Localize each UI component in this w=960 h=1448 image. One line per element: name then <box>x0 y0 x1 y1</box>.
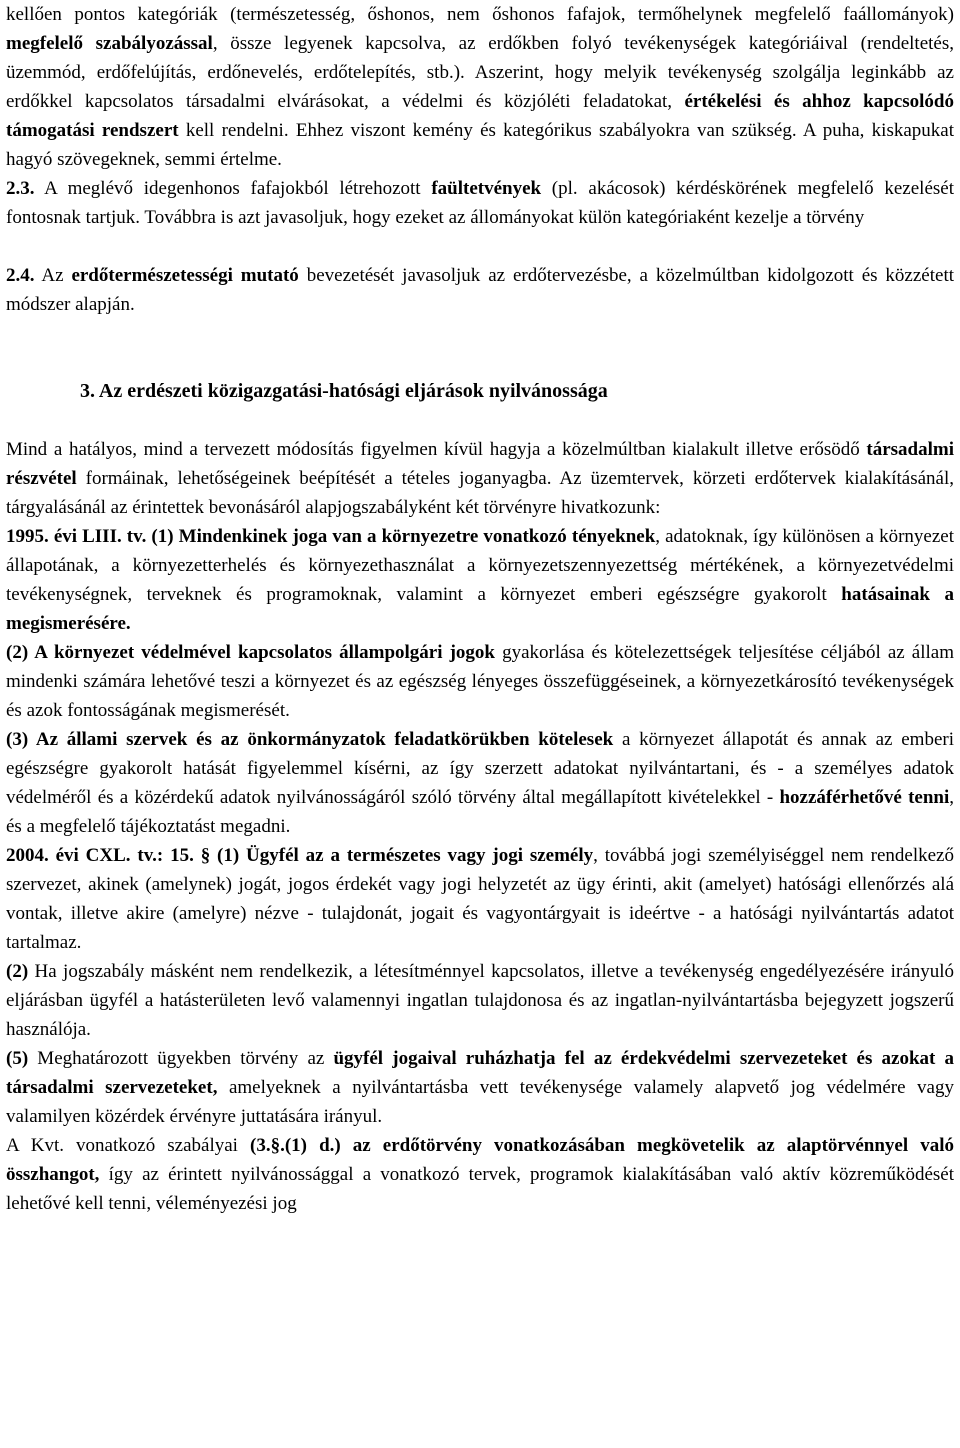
text-run: , adatoknak, így különösen a környezet állapotának, a környezetterhelés és környezethasználat a környezetszennyezettség mértékének, a környezetvédelmi tevékenységnek, terveknek és programoknak, valamint a környezet emberi egészségre gyakorolt <box>6 526 954 605</box>
bold-text-run: (5) <box>6 1048 29 1069</box>
text-run: , és a megfelelő tájékoztatást megadni. <box>6 787 954 837</box>
bold-text-run: (2) <box>6 961 29 982</box>
text-run: , továbbá jogi személyiséggel nem rendelkező szervezet, akinek (amelynek) jogát, jogos érdekét vagy jogi helyzetét az ügy érinti, akit (amelyet) hatósági ellenőrzés alá vontak, illetve akire (amelyre) nézve - tulajdonát, jogait és vagyontárgyait is ideértve - a hatósági nyilvántartás adatot tartalmaz. <box>6 845 954 953</box>
paragraph-2-4 <box>6 261 954 319</box>
section-heading <box>6 377 954 406</box>
text-run: gyakorlása és kötelezettségek teljesítése céljából az állam mindenki számára lehetővé teszi a környezet és az egészség lényeges összefüggéseinek, a környezetkárosító tevékenységek és azok fontosságának megismerését. <box>6 642 954 721</box>
text-run: Meghatározott ügyekben törvény az <box>28 1048 334 1069</box>
text-run: így az érintett nyilvánossággal a vonatkozó tervek, programok kialakításában való aktív közreműködését lehetővé kell tenni, véleményezési jog <box>6 1164 954 1214</box>
bold-text-run: 2.3. <box>6 178 35 199</box>
bold-text-run: erdőtermészetességi mutató <box>71 265 299 286</box>
bold-text-run: 2004. évi CXL. tv.: 15. § (1) Ügyfél az a természetes vagy jogi személy <box>6 845 594 866</box>
text-run: amelyeknek a nyilvántartásba vett tevékenysége valamely alapvető jog védelmére vagy valamilyen közérdek érvényre juttatására irányul. <box>6 1077 954 1127</box>
text-run: a környezet állapotát és annak az emberi egészségre gyakorolt hatását figyelemmel kísérni, az így szerzett adatokat nyilvántartani, és - a személyes adatok védelméről és a közérdekű adatok nyilvánosságáról szóló törvény által megállapított kivételekkel - <box>6 729 954 808</box>
text-run: (pl. akácosok) kérdéskörének megfelelő kezelését fontosnak tartjuk. Továbbra is azt javasoljuk, hogy ezeket az állományokat külön kategóriaként kezelje a törvény <box>6 178 954 228</box>
paragraph-participation <box>6 435 954 522</box>
text-run: A Kvt. vonatkozó szabályai <box>6 1135 251 1156</box>
paragraph-kvt <box>6 1131 954 1218</box>
bold-text-run: ügyfél jogaival ruházhatja fel az érdekvédelmi szervezeteket és azokat a társadalmi szervezeteket, <box>6 1048 955 1098</box>
text-run: A meglévő idegenhonos fafajokból létrehozott <box>34 178 432 199</box>
spacer <box>6 406 954 435</box>
bold-text-run: értékelési és ahhoz kapcsolódó támogatási rendszert <box>6 91 954 141</box>
paragraph-1995-law-1 <box>6 522 954 638</box>
text-run: Ha jogszabály másként nem rendelkezik, a létesítménnyel kapcsolatos, illetve a tevékenység engedélyezésére irányuló eljárásban ügyfél a hatásterületen levő valamennyi ingatlan tulajdonosa és az ingatlan-nyilvántartásba bejegyzett jogszerű használója. <box>6 961 954 1040</box>
paragraph-categories <box>6 0 954 174</box>
text-run: Mind a hatályos, mind a tervezett módosítás figyelmen kívül hagyja a közelmúltban kialakult illetve erősödő <box>6 439 867 460</box>
paragraph-2004-law-5 <box>6 1044 954 1131</box>
bold-text-run: (3.§.(1) d.) az erdőtörvény vonatkozásában megkövetelik az alaptörvénnyel való összhangot, <box>6 1135 954 1185</box>
text-run: Az <box>34 265 72 286</box>
spacer <box>6 319 954 377</box>
bold-text-run: (2) A környezet védelmével kapcsolatos állampolgári jogok <box>6 642 495 663</box>
text-run: bevezetését javasoljuk az erdőtervezésbe, a közelmúltban kidolgozott és közzétett módszer alapján. <box>6 265 954 315</box>
bold-text-run: (3) Az állami szervek és az önkormányzatok feladatkörükben kötelesek <box>6 729 614 750</box>
bold-text-run: hozzáférhetővé tenni <box>779 787 950 808</box>
paragraph-2004-law-2 <box>6 957 954 1044</box>
text-run: formáinak, lehetőségeinek beépítését a tételes joganyagba. Az üzemtervek, körzeti erdőtervek kialakításánál, tárgyalásánál az érintettek bevonásáról alapjogszabályként két törvényre hivatkozunk: <box>6 468 954 518</box>
text-run: kell rendelni. Ehhez viszont kemény és kategórikus szabályokra van szükség. A puha, kiskapukat hagyó szövegeknek, semmi értelme. <box>6 120 954 170</box>
text-run: kellően pontos kategóriák (természetesség, őshonos, nem őshonos fafajok, termőhelynek megfelelő faállományok) <box>6 4 954 25</box>
paragraph-2004-law-1 <box>6 841 954 957</box>
bold-text-run: 1995. évi LIII. tv. (1) Mindenkinek joga van a környezetre vonatkozó tényeknek <box>6 526 656 547</box>
bold-text-run: 3. Az erdészeti közigazgatási-hatósági eljárások nyilvánossága <box>80 380 608 402</box>
bold-text-run: 2.4. <box>6 265 35 286</box>
bold-text-run: megfelelő szabályozással <box>6 33 213 54</box>
text-run: , össze legyenek kapcsolva, az erdőkben folyó tevékenységek kategóriáival (rendeltetés, üzemmód, erdőfelújítás, erdőnevelés, erdőtelepítés, stb.). Aszerint, hogy melyik tevékenység szolgálja leginkább az erdőkkel kapcsolatos társadalmi elvárásokat, a védelmi és közjóléti feladatokat, <box>6 33 954 112</box>
paragraph-1995-law-2 <box>6 638 954 725</box>
spacer <box>6 232 954 261</box>
bold-text-run: hatásainak a megismerésére. <box>6 584 955 634</box>
bold-text-run: faültetvények <box>431 178 542 199</box>
paragraph-1995-law-3 <box>6 725 954 841</box>
bold-text-run: társadalmi részvétel <box>6 439 954 489</box>
paragraph-2-3 <box>6 174 954 232</box>
